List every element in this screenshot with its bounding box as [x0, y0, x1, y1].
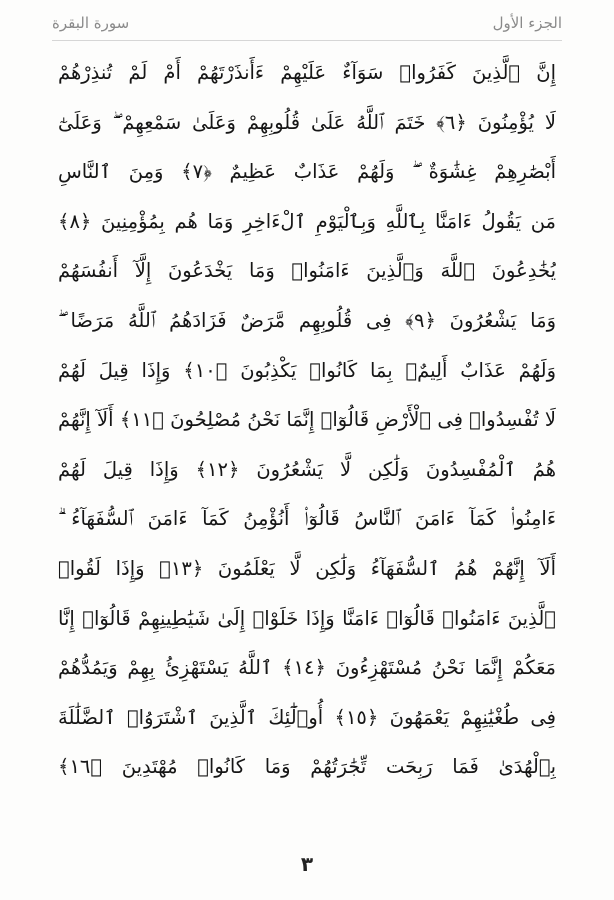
text-line-3: أَبْصَٰرِهِمْ غِشَٰوَةٌ ۖ وَلَهُمْ عَذَابٌ عَظِيمٌ ﴿٧﴾ وَمِنَ ٱلنَّاسِ [58, 160, 556, 184]
surah-label: سورة البقرة [52, 14, 130, 32]
quran-text-block [58, 48, 556, 842]
page-number: ٣ [300, 852, 314, 876]
text-line-15: بِٱلْهُدَىٰ فَمَا رَبِحَت تِّجَٰرَتُهُمْ وَمَا كَانُوا۟ مُهْتَدِينَ ﴿١٦﴾ [58, 755, 556, 779]
text-line-14: فِى طُغْيَٰنِهِمْ يَعْمَهُونَ ﴿١٥﴾ أُو۟لَٰٓئِكَ ٱلَّذِينَ ٱشْتَرَوُا۟ ٱلضَّلَٰلَةَ [58, 705, 556, 729]
header-divider [52, 40, 562, 41]
text-line-5: يُخَٰدِعُونَ ٱللَّهَ وَٱلَّذِينَ ءَامَنُوا۟ وَمَا يَخْدَعُونَ إِلَّآ أَنفُسَهُمْ [58, 259, 556, 283]
text-line-10: ءَامِنُوا۟ كَمَآ ءَامَنَ ٱلنَّاسُ قَالُوٓا۟ أَنُؤْمِنُ كَمَآ ءَامَنَ ٱلسُّفَهَآءُ ۗ [58, 507, 556, 531]
text-line-6: وَمَا يَشْعُرُونَ ﴿٩﴾ فِى قُلُوبِهِم مَّرَضٌ فَزَادَهُمُ ٱللَّهُ مَرَضًا ۖ [58, 308, 556, 332]
text-line-1: إِنَّ ٱلَّذِينَ كَفَرُوا۟ سَوَآءٌ عَلَيْهِمْ ءَأَنذَرْتَهُمْ أَمْ لَمْ تُنذِرْهُمْ [58, 61, 556, 84]
text-line-7: وَلَهُمْ عَذَابٌ أَلِيمٌۢ بِمَا كَانُوا۟ يَكْذِبُونَ ﴿١٠﴾ وَإِذَا قِيلَ لَهُمْ [58, 358, 556, 382]
text-line-11: أَلَآ إِنَّهُمْ هُمُ ٱلسُّفَهَآءُ وَلَٰكِن لَّا يَعْلَمُونَ ﴿١٣﴾ وَإِذَا لَقُوا۟ [58, 556, 556, 580]
text-line-9: هُمُ ٱلْمُفْسِدُونَ وَلَٰكِن لَّا يَشْعُرُونَ ﴿١٢﴾ وَإِذَا قِيلَ لَهُمْ [58, 457, 556, 481]
text-line-13: مَعَكُمْ إِنَّمَا نَحْنُ مُسْتَهْزِءُونَ ﴿١٤﴾ ٱللَّهُ يَسْتَهْزِئُ بِهِمْ وَيَمُدُّهُمْ [58, 656, 556, 680]
text-line-12: ٱلَّذِينَ ءَامَنُوا۟ قَالُوٓا۟ ءَامَنَّا وَإِذَا خَلَوْا۟ إِلَىٰ شَيَٰطِينِهِمْ قَالُوٓا۟ إِنَّا [58, 606, 556, 630]
text-line-2: لَا يُؤْمِنُونَ ﴿٦﴾ خَتَمَ ٱللَّهُ عَلَىٰ قُلُوبِهِمْ وَعَلَىٰ سَمْعِهِمْ ۖ وَعَلَىٰٓ [58, 110, 556, 134]
text-line-4: مَن يَقُولُ ءَامَنَّا بِٱللَّهِ وَبِٱلْيَوْمِ ٱلْءَاخِرِ وَمَا هُم بِمُؤْمِنِينَ ﴿٨﴾ [58, 209, 556, 233]
text-line-8: لَا تُفْسِدُوا۟ فِى ٱلْأَرْضِ قَالُوٓا۟ إِنَّمَا نَحْنُ مُصْلِحُونَ ﴿١١﴾ أَلَآ إِنَّهُمْ [58, 408, 556, 432]
page-header [52, 14, 562, 40]
juz-label: الجزء الأول [492, 14, 562, 32]
